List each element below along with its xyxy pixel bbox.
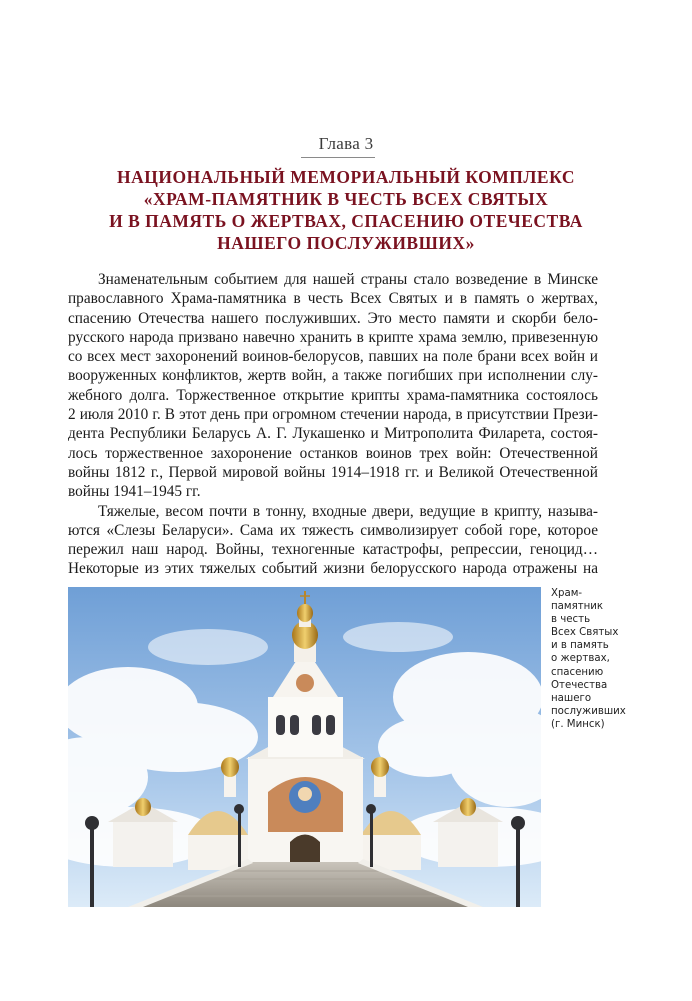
caption-line: о жертвах, <box>551 653 610 665</box>
chapter-title <box>60 166 632 254</box>
text-line: лось торжественное захоронение останков воинов трех войн: Отечественной <box>68 444 598 462</box>
chapter-divider <box>301 157 375 158</box>
text-line: Некоторые из этих тяжелых событий жизни белорусского народа отражены на <box>68 560 598 578</box>
paragraph-1 <box>68 270 598 502</box>
text-line: спасению Отечества нашего послуживших. Это место памяти и скорби бело- <box>68 309 598 327</box>
text-line: войны 1812 г., Первой мировой войны 1914–1918 гг. и Великой Отечественной <box>68 463 598 481</box>
text-line: пережил наш народ. Войны, техногенные катастрофы, репрессии, геноцид… <box>68 541 598 559</box>
caption-line: Всех Святых <box>551 627 619 639</box>
text-line: со всех мест захоронений воинов-белорусов, павших на поле брани всех войн и <box>68 348 598 366</box>
title-line: НАШЕГО ПОСЛУЖИВШИХ» <box>217 233 475 253</box>
caption-line: памятник <box>551 601 604 613</box>
title-line: «ХРАМ-ПАМЯТНИК В ЧЕСТЬ ВСЕХ СВЯТЫХ <box>143 189 549 209</box>
caption-line: в честь <box>551 614 591 626</box>
title-line: И В ПАМЯТЬ О ЖЕРТВАХ, СПАСЕНИЮ ОТЕЧЕСТВА <box>109 211 583 231</box>
text-line: жебного долга. Торжественное открытие крипты храма-памятника состоялось <box>68 386 598 404</box>
caption-line: (г. Минск) <box>551 718 605 730</box>
caption-line: послуживших <box>551 705 626 717</box>
title-line: НАЦИОНАЛЬНЫЙ МЕМОРИАЛЬНЫЙ КОМПЛЕКС <box>117 167 575 187</box>
text-line: войны 1941–1945 гг. <box>68 483 201 501</box>
caption-line: Храм- <box>551 588 583 599</box>
caption-line: Отечества <box>551 679 608 691</box>
text-line: ются «Слезы Беларуси». Сама их тяжесть символизирует собой горе, которое <box>68 521 598 539</box>
caption-line: нашего <box>551 692 592 704</box>
text-line: Знаменательным событием для нашей страны стало возведение в Минске <box>98 271 598 288</box>
caption-line: и в память <box>551 640 609 652</box>
caption-line: спасению <box>551 666 604 678</box>
chapter-label: Глава 3 <box>318 134 374 153</box>
body-text <box>68 270 598 579</box>
text-line: православного Храма-памятника в честь Всех Святых и в память о жертвах, <box>68 290 598 308</box>
text-line: дента Республики Беларусь А. Г. Лукашенко и Митрополита Филарета, состоя- <box>68 425 598 443</box>
photo-caption <box>551 587 641 731</box>
text-line: Тяжелые, весом почти в тонну, входные двери, ведущие в крипту, называ- <box>98 502 598 520</box>
text-line: вооруженных конфликтов, жертв войн, а также погибших при исполнении слу- <box>68 367 598 385</box>
text-line: 2 июля 2010 г. В этот день при огромном стечении народа, в присутствии Прези- <box>68 406 598 424</box>
text-line: русского народа призвано навечно хранить в крипте храма землю, привезенную <box>68 328 598 346</box>
paragraph-2 <box>68 502 598 579</box>
church-photo <box>68 587 541 907</box>
